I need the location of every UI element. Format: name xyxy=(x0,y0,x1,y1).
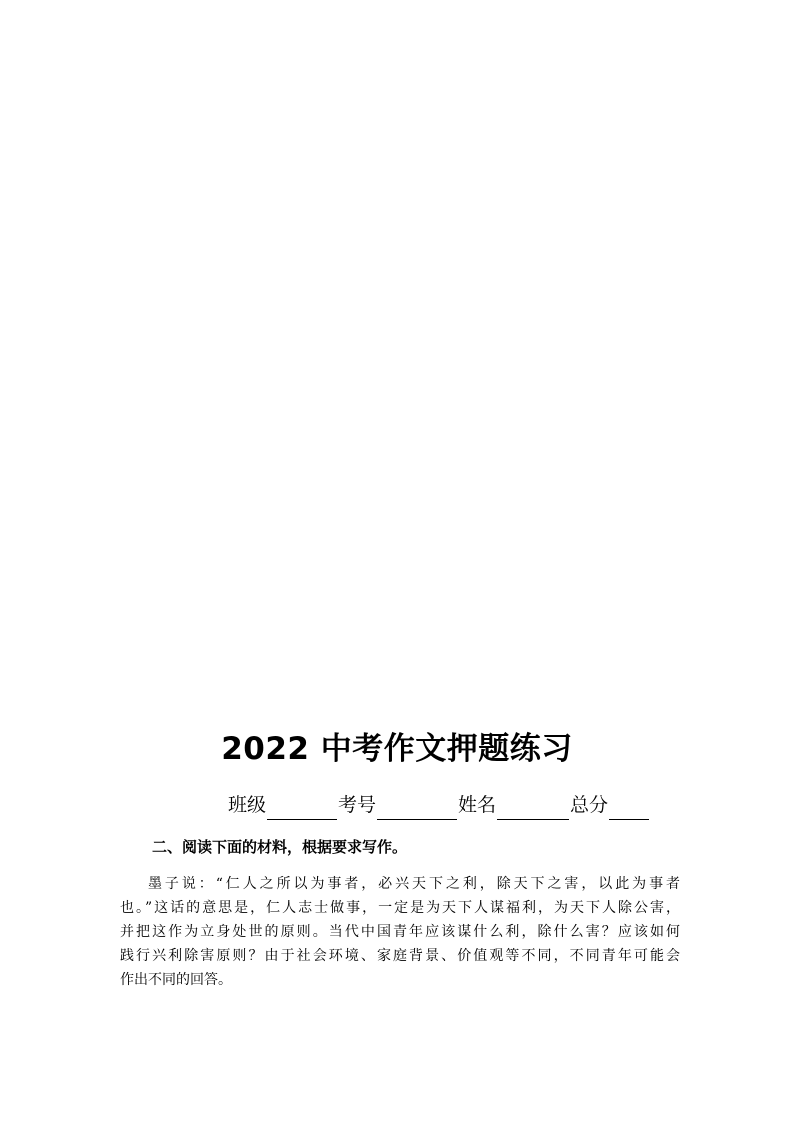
material-line: 也。”这话的意思是，仁人志士做事，一定是为天下人谋福利，为天下人除公害， xyxy=(120,900,680,916)
class-blank[interactable] xyxy=(267,799,337,820)
material-line: 墨子说：“仁人之所以为事者，必兴天下之利，除天下之害，以此为事者 xyxy=(148,876,680,892)
class-label: 班级 xyxy=(228,794,267,816)
student-info-line xyxy=(228,790,650,820)
total-score-blank[interactable] xyxy=(609,799,649,820)
exam-number-blank[interactable] xyxy=(377,799,457,820)
material-line: 践行兴利除害原则？由于社会环境、家庭背景、价值观等不同，不同青年可能会 xyxy=(120,948,680,964)
material-line: 作出不同的回答。 xyxy=(120,972,232,988)
material-line: 并把这作为立身处世的原则。当代中国青年应该谋什么利，除什么害？应该如何 xyxy=(120,924,680,940)
total-score-label: 总分 xyxy=(570,794,609,816)
exam-number-label: 考号 xyxy=(338,794,377,816)
name-label: 姓名 xyxy=(458,794,497,816)
document-title: 2022 中考作文押题练习 xyxy=(221,731,573,767)
reading-material xyxy=(120,872,680,992)
name-blank[interactable] xyxy=(497,799,569,820)
section-heading: 二、阅读下面的材料，根据要求写作。 xyxy=(152,838,408,856)
